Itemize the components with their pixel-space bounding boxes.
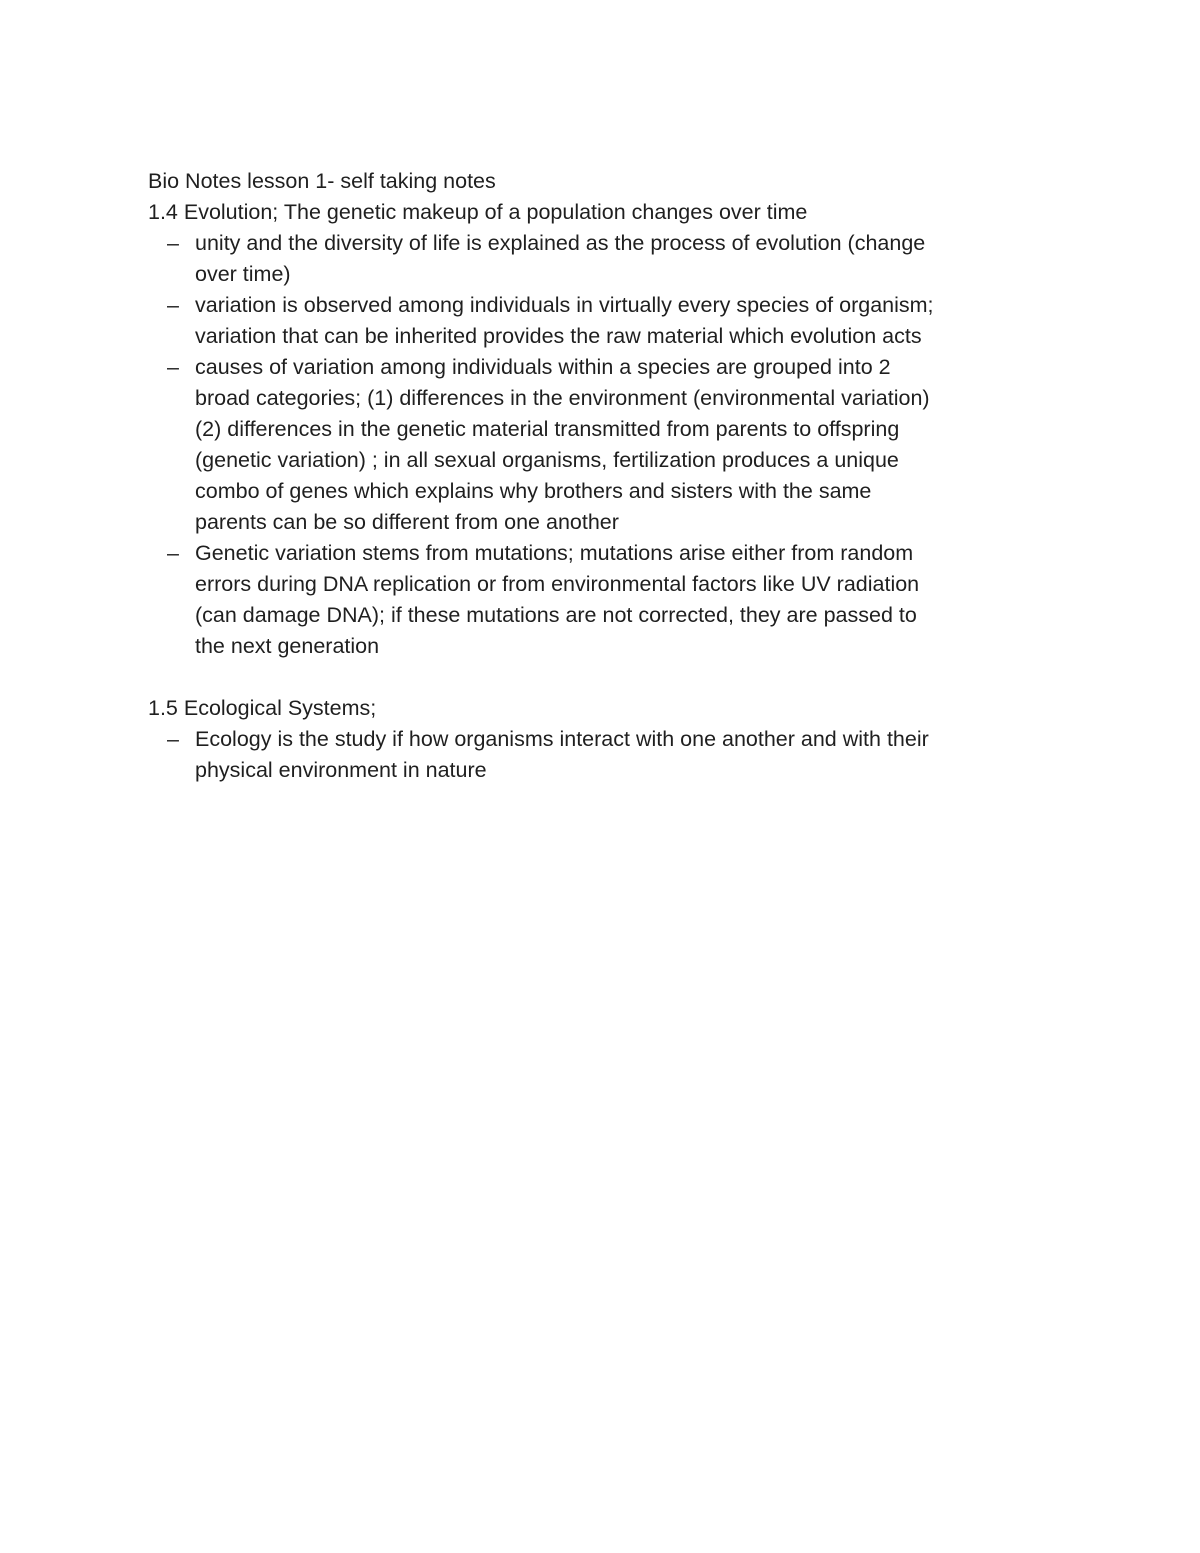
text-line: over time): [195, 262, 291, 286]
text-line: causes of variation among individuals within a species are grouped into 2: [195, 355, 891, 379]
list-item: [148, 538, 1058, 662]
bullet-text: [195, 290, 1058, 352]
text-line: unity and the diversity of life is explained as the process of evolution (change: [195, 231, 926, 255]
section-heading: 1.4 Evolution; The genetic makeup of a population changes over time: [148, 200, 808, 224]
dash-bullet-marker: –: [167, 293, 179, 317]
list-item: [148, 228, 1058, 290]
text-line: (genetic variation) ; in all sexual organisms, fertilization produces a unique: [195, 448, 899, 472]
text-line: variation is observed among individuals in virtually every species of organism;: [195, 293, 934, 317]
dash-bullet-marker: –: [167, 355, 179, 379]
text-line: Ecology is the study if how organisms interact with one another and with their: [195, 727, 929, 751]
bullet-text: [195, 352, 1058, 538]
text-line: (2) differences in the genetic material transmitted from parents to offspring: [195, 417, 900, 441]
document-title: Bio Notes lesson 1- self taking notes: [148, 169, 496, 193]
list-item: [148, 724, 1058, 786]
document-page: [148, 166, 1058, 786]
dash-bullet-marker: –: [167, 541, 179, 565]
section-heading: 1.5 Ecological Systems;: [148, 696, 377, 720]
bullet-text: [195, 724, 1058, 786]
text-line: (can damage DNA); if these mutations are not corrected, they are passed to: [195, 603, 917, 627]
dash-bullet-marker: –: [167, 231, 179, 255]
text-line: variation that can be inherited provides the raw material which evolution acts: [195, 324, 922, 348]
text-line: parents can be so different from one another: [195, 510, 619, 534]
bullet-text: [195, 228, 1058, 290]
list-item: [148, 290, 1058, 352]
bullet-list: [148, 228, 1058, 662]
text-line: Genetic variation stems from mutations; mutations arise either from random: [195, 541, 914, 565]
dash-bullet-marker: –: [167, 727, 179, 751]
text-line: the next generation: [195, 634, 380, 658]
text-line: broad categories; (1) differences in the environment (environmental variation): [195, 386, 930, 410]
text-line: physical environment in nature: [195, 758, 487, 782]
bullet-text: [195, 538, 1058, 662]
bullet-list: [148, 724, 1058, 786]
section-ecological-systems: [148, 693, 1058, 786]
text-line: errors during DNA replication or from environmental factors like UV radiation: [195, 572, 920, 596]
list-item: [148, 352, 1058, 538]
text-line: combo of genes which explains why brothers and sisters with the same: [195, 479, 872, 503]
section-evolution: [148, 197, 1058, 662]
